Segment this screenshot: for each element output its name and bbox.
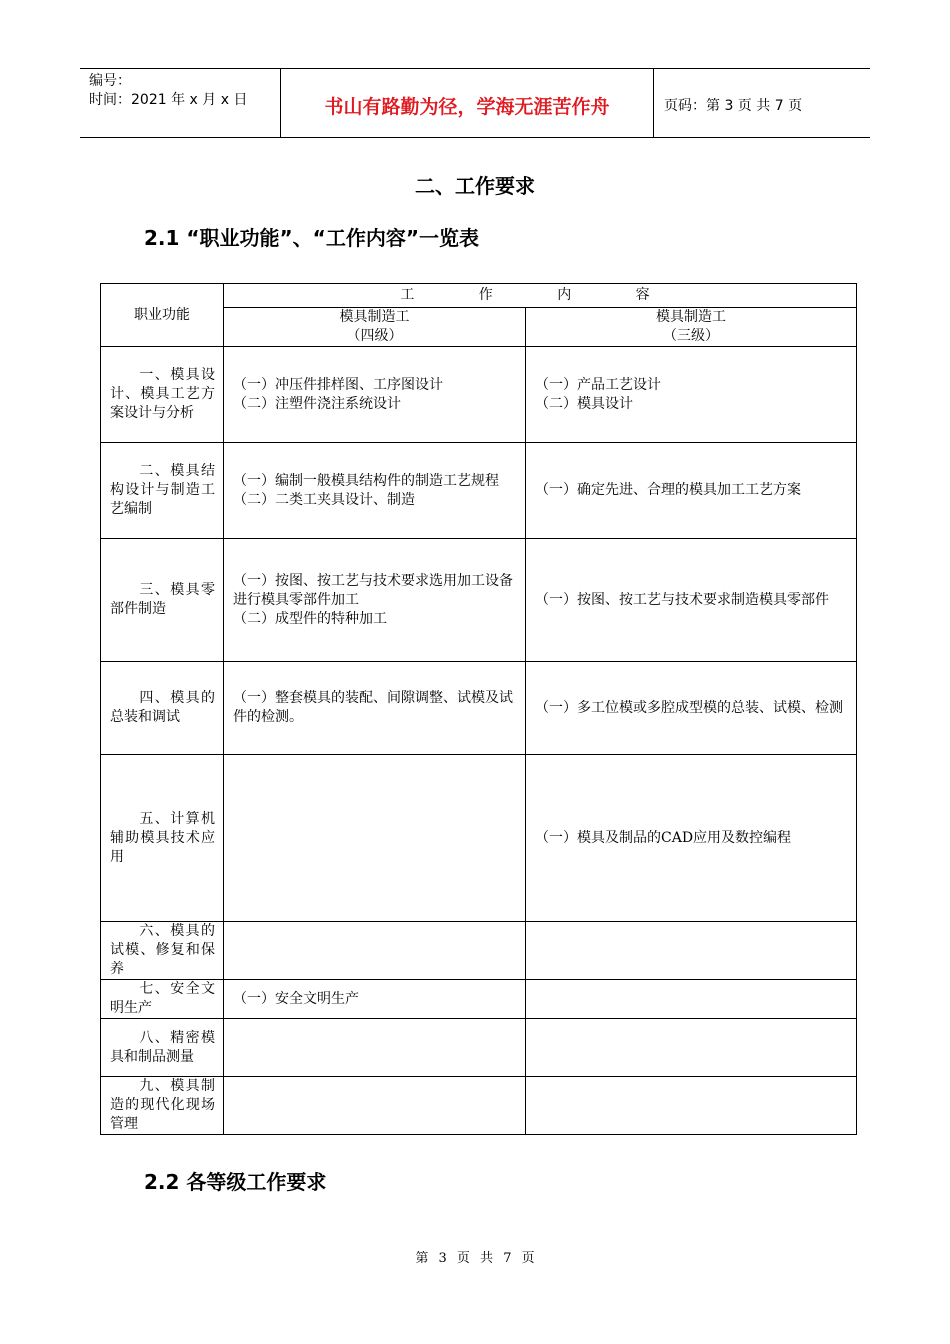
function-text: 三、模具零部件制造 xyxy=(110,582,215,617)
content-item: （一）安全文明生产 xyxy=(233,990,359,1007)
content-item: （二）模具设计 xyxy=(535,395,633,412)
table-row xyxy=(101,1077,857,1135)
header-level4: 模具制造工 （四级） xyxy=(224,308,526,347)
page-header xyxy=(80,68,870,138)
function-cell xyxy=(101,755,224,922)
level4-content-cell xyxy=(224,539,526,662)
content-item: （一）整套模具的装配、间隙调整、试模及试件的检测。 xyxy=(233,690,513,725)
content-item: （二）注塑件浇注系统设计 xyxy=(233,395,401,412)
function-text: 五、计算机辅助模具技术应用 xyxy=(110,810,215,865)
content-item: （一）确定先进、合理的模具加工工艺方案 xyxy=(535,482,801,498)
level3-content-cell xyxy=(526,539,857,662)
function-content-table xyxy=(100,283,857,1135)
function-cell xyxy=(101,1019,224,1077)
function-cell xyxy=(101,980,224,1019)
level3-content-cell xyxy=(526,755,857,922)
function-text: 九、模具制造的现代化现场管理 xyxy=(110,1078,215,1132)
table-row xyxy=(101,922,857,980)
level4-content-cell xyxy=(224,980,526,1019)
content-item: （一）编制一般模具结构件的制造工艺规程 xyxy=(233,472,499,489)
function-text: 七、安全文明生产 xyxy=(110,981,215,1016)
level3-content-cell xyxy=(526,980,857,1019)
level4-content-cell xyxy=(224,1019,526,1077)
number-label: 编号： xyxy=(89,73,131,89)
level4-content-cell xyxy=(224,755,526,922)
level3-content-cell xyxy=(526,347,857,443)
level3-content-cell xyxy=(526,1077,857,1135)
level4-content-cell xyxy=(224,347,526,443)
table-row xyxy=(101,1019,857,1077)
function-cell xyxy=(101,443,224,539)
content-item: （一）模具及制品的CAD应用及数控编程 xyxy=(535,829,792,846)
level3-content-cell xyxy=(526,922,857,980)
content-item: （一）按图、按工艺与技术要求制造模具零部件 xyxy=(535,591,829,608)
content-item: （一）按图、按工艺与技术要求选用加工设备 进行模具零部件加工 xyxy=(233,572,513,608)
function-text: 四、模具的总装和调试 xyxy=(110,690,215,725)
content-item: （一）产品工艺设计 xyxy=(535,376,661,393)
content-item: （一）多工位模或多腔成型模的总装、试模、检测 xyxy=(535,699,843,716)
table-row xyxy=(101,347,857,443)
level4-content-cell xyxy=(224,922,526,980)
table-row xyxy=(101,662,857,755)
page-footer: 第 3 页 共 7 页 xyxy=(415,1251,535,1266)
table-row xyxy=(101,443,857,539)
header-meta xyxy=(80,69,280,137)
function-cell xyxy=(101,539,224,662)
function-text: 一、模具设计、模具工艺方案设计与分析 xyxy=(110,367,215,421)
table-row xyxy=(101,755,857,922)
function-cell xyxy=(101,1077,224,1135)
function-cell xyxy=(101,347,224,443)
header-divider xyxy=(653,69,654,137)
content-item: （一）冲压件排样图、工序图设计 xyxy=(233,376,443,393)
time-label: 时间：2021 年 x 月 x 日 xyxy=(89,92,248,108)
function-text: 二、模具结构设计与制造工艺编制 xyxy=(110,463,215,517)
function-text: 八、精密模具和制品测量 xyxy=(110,1029,215,1065)
subsection-title: 2.2 各等级工作要求 xyxy=(144,1170,327,1194)
function-cell xyxy=(101,662,224,755)
page-code: 页码：第 3 页 共 7 页 xyxy=(664,97,803,114)
subsection-title: 2.1 “职业功能”、“工作内容”一览表 xyxy=(144,226,479,250)
level3-content-cell xyxy=(526,1019,857,1077)
level3-content-cell xyxy=(526,662,857,755)
section-title: 二、工作要求 xyxy=(415,174,535,198)
function-cell xyxy=(101,922,224,980)
motto: 书山有路勤为径，学海无涯苦作舟 xyxy=(324,95,610,118)
header-content: 工 作 内 容 xyxy=(224,284,857,308)
header-level3: 模具制造工 （三级） xyxy=(526,308,857,347)
level4-content-cell xyxy=(224,662,526,755)
level4-content-cell xyxy=(224,1077,526,1135)
level3-content-cell xyxy=(526,443,857,539)
function-text: 六、模具的试模、修复和保养 xyxy=(110,923,215,977)
header-function: 职业功能 xyxy=(101,284,224,347)
content-item: （二）成型件的特种加工 xyxy=(233,610,387,627)
content-item: （二）二类工夹具设计、制造 xyxy=(233,491,415,508)
table-row xyxy=(101,980,857,1019)
table-row xyxy=(101,539,857,662)
level4-content-cell xyxy=(224,443,526,539)
